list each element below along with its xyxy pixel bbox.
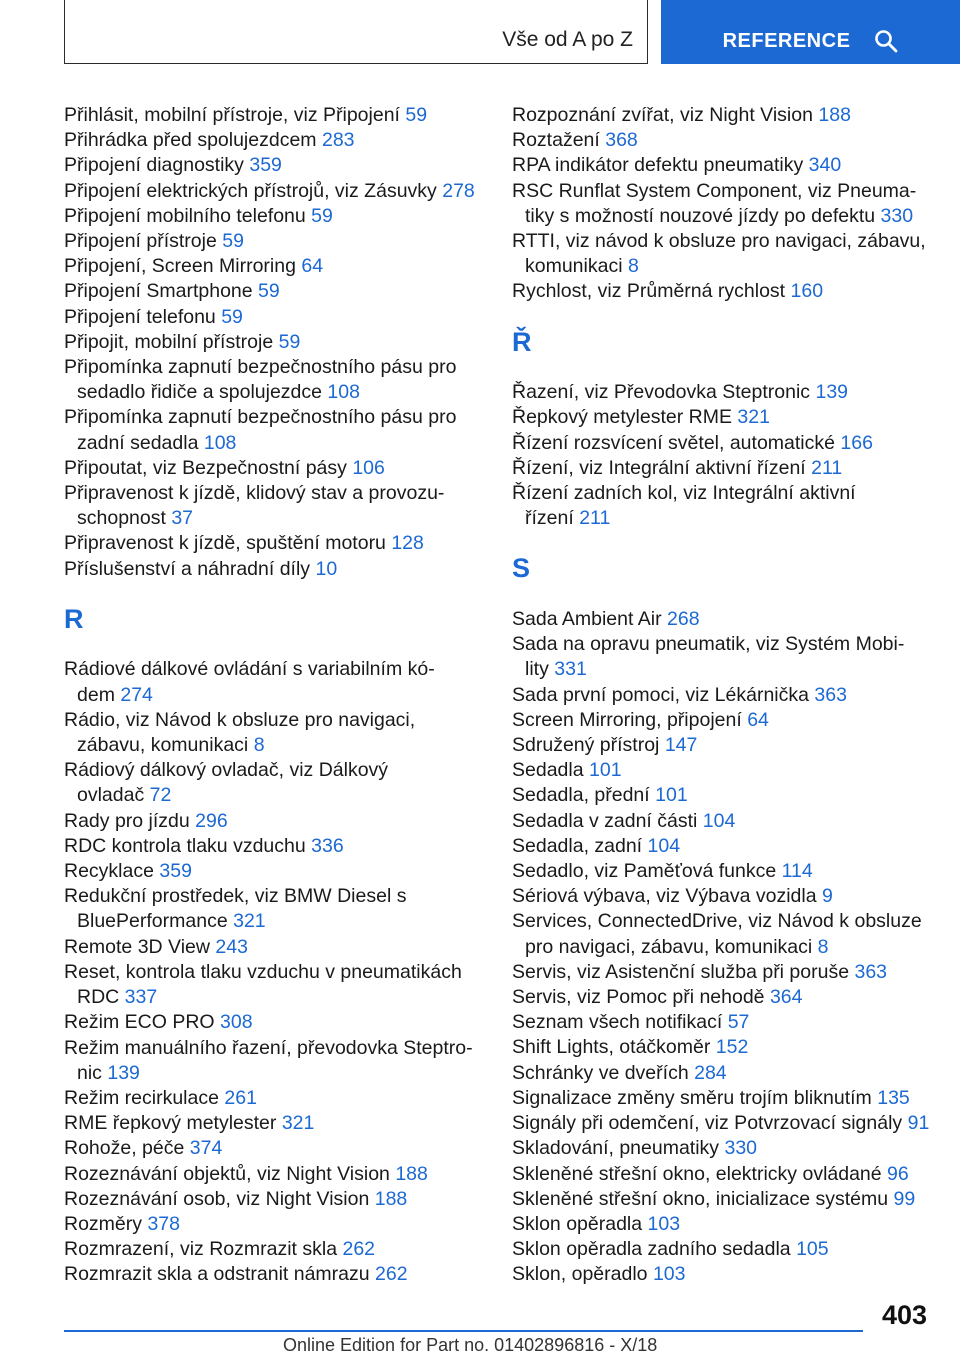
index-entry-text: Rozeznávání objektů, viz Night Vision [64, 1162, 390, 1185]
page-reference-link[interactable]: 378 [147, 1212, 180, 1235]
page-reference-link[interactable]: 104 [702, 809, 736, 832]
index-entry-text: Řazení, viz Převodovka Steptronic [512, 381, 811, 404]
page-reference-link[interactable]: 128 [391, 532, 424, 555]
index-entry-text: Rozpoznání zvířat, viz Night Vision [512, 104, 813, 126]
index-entry-text: Recyklace [64, 860, 154, 883]
page-reference-link[interactable]: 296 [195, 809, 228, 832]
index-entry [64, 254, 480, 279]
page-reference-link[interactable]: 340 [808, 154, 842, 177]
page-reference-link[interactable]: 284 [694, 1061, 727, 1084]
index-entry-text: Sada první pomoci, viz Lékárnička [512, 683, 809, 706]
page-reference-link[interactable]: 268 [667, 608, 700, 631]
index-entry-text: Připojení, Screen Mirroring [64, 255, 296, 278]
index-entry-text: Připojení mobilního telefonu [64, 204, 306, 227]
page-reference-link[interactable]: 59 [221, 305, 243, 328]
index-entry-text: Připoutat, viz Bezpečnostní pásy [64, 456, 347, 479]
index-entry [512, 1010, 932, 1035]
index-entry [64, 204, 480, 229]
page-reference-link[interactable]: 274 [120, 683, 153, 706]
index-entry [512, 960, 932, 985]
index-entry-text: RTTI, viz návod k obsluze pro navigaci, zábavu, komunikaci [512, 230, 926, 278]
index-entry-text: Příslušenství a náhradní díly [64, 557, 311, 580]
page-reference-link[interactable]: 59 [311, 204, 333, 227]
index-entry-text: Servis, viz Pomoc při nehodě [512, 986, 765, 1009]
index-entry [64, 305, 480, 330]
index-entry [64, 1187, 480, 1212]
index-entry [64, 1212, 480, 1237]
index-entry [64, 708, 480, 758]
index-entry [512, 683, 932, 708]
index-entry [512, 1061, 932, 1086]
index-entry-text: Rozmrazit skla a odstranit námrazu [64, 1263, 370, 1286]
page-reference-link[interactable]: 336 [311, 834, 344, 857]
index-entry-text: Sedadla, zadní [512, 834, 643, 857]
index-entry [512, 229, 932, 279]
index-entry-text: Rádiový dálkový ovladač, viz Dálkový ovladač [64, 759, 389, 807]
index-entry-text: Sedadla, přední [512, 784, 650, 807]
page-reference-link[interactable]: 59 [258, 280, 280, 303]
index-entry-text: Seznam všech notifikací [512, 1011, 723, 1034]
index-entry [512, 431, 932, 456]
index-entry [512, 380, 932, 405]
page-reference-link[interactable]: 59 [278, 330, 301, 353]
index-entry-text: Signalizace změny směru trojím bliknutím [512, 1086, 872, 1109]
index-entry [512, 733, 932, 758]
page-reference-link[interactable]: 321 [737, 406, 770, 429]
index-entry [64, 355, 480, 405]
page-reference-link[interactable]: 321 [281, 1112, 315, 1135]
index-entry-text: Rozměry [64, 1212, 143, 1235]
index-entry-text: Rádiové dálkové ovládání s variabilním kódem [64, 658, 435, 706]
index-entry-text: Sklon, opěradlo [512, 1263, 648, 1286]
page-reference-link[interactable]: 321 [233, 910, 266, 933]
index-entry-text: Sdružený přístroj [512, 734, 660, 757]
page-reference-link[interactable]: 166 [840, 431, 873, 454]
index-entry-text: Sedadla v zadní části [512, 809, 698, 832]
page-reference-link[interactable]: 211 [811, 456, 843, 479]
page-reference-link[interactable]: 64 [747, 708, 769, 731]
index-entry [64, 1162, 480, 1187]
index-entry [512, 279, 932, 304]
page-reference-link[interactable]: 37 [171, 507, 194, 530]
index-entry-text: Rozmrazení, viz Rozmrazit skla [64, 1238, 338, 1261]
index-entry-text: RPA indikátor defektu pneumatiky [512, 154, 804, 177]
index-entry-text: Připojení Smartphone [64, 280, 253, 303]
index-entry-text: Sériová výbava, viz Výbava vozidla [512, 885, 817, 908]
page-reference-link[interactable]: 99 [893, 1187, 916, 1210]
page-reference-link[interactable]: 8 [627, 255, 639, 278]
index-entry [64, 1237, 480, 1262]
index-entry [512, 632, 932, 682]
index-entry [512, 909, 932, 959]
edition-footer: Online Edition for Part no. 01402896816 - X/18 [283, 1335, 658, 1355]
index-entry-text: Skleněné střešní okno, elektricky ovládané [512, 1162, 882, 1185]
page-reference-link[interactable]: 243 [215, 935, 248, 958]
index-entry-text: Sada Ambient Air [512, 608, 662, 631]
index-entry-text: Připojení přístroje [64, 230, 217, 253]
page-reference-link[interactable]: 139 [815, 381, 849, 404]
index-entry [512, 1111, 932, 1136]
page-reference-link[interactable]: 330 [880, 204, 914, 227]
index-entry-text: Rohože, péče [64, 1137, 185, 1160]
page-reference-link[interactable]: 59 [222, 230, 244, 253]
index-entry [64, 657, 480, 707]
page-reference-link[interactable]: 363 [854, 960, 888, 983]
index-entry-text: Režim ECO PRO [64, 1011, 215, 1034]
index-entry-text: Připojení diagnostiky [64, 154, 244, 177]
page-reference-link[interactable]: 283 [321, 129, 355, 152]
index-entry [64, 103, 480, 128]
index-entry [64, 960, 480, 1010]
index-entry-text: Remote 3D View [64, 935, 210, 958]
index-entry [64, 1010, 480, 1035]
index-entry-text: Připojení telefonu [64, 305, 216, 328]
page-reference-link[interactable]: 152 [715, 1036, 749, 1059]
page-reference-link[interactable]: 8 [817, 935, 829, 958]
index-entry-text: Signály při odemčení, viz Potvrzovací signály [512, 1112, 903, 1135]
index-entry-text: Redukční prostředek, viz BMW Diesel s BluePerformance [64, 885, 407, 933]
index-entry-text: Řepkový metylester RME [512, 406, 732, 429]
index-entry-text: Rady pro jízdu [64, 809, 190, 832]
page-reference-link[interactable]: 10 [315, 557, 338, 580]
index-entry [512, 1136, 932, 1161]
index-entry [64, 834, 480, 859]
index-entry-text: Připojit, mobilní přístroje [64, 330, 274, 353]
index-entry [512, 153, 932, 178]
page-reference-link[interactable]: 363 [814, 683, 847, 706]
index-entry-text: Roztažení [512, 129, 600, 152]
index-entry [64, 405, 480, 455]
index-entry [512, 1162, 932, 1187]
index-entry [64, 859, 480, 884]
index-entry [512, 179, 932, 229]
index-entry [512, 985, 932, 1010]
index-entry-text: Přihlásit, mobilní přístroje, viz Připojení [64, 104, 400, 126]
index-entry [64, 456, 480, 481]
page-reference-link[interactable]: 96 [887, 1162, 909, 1185]
index-entry [64, 809, 480, 834]
index-entry [512, 103, 932, 128]
index-entry [64, 1036, 480, 1086]
page-reference-link[interactable]: 72 [149, 784, 172, 807]
page-reference-link[interactable]: 331 [554, 658, 587, 681]
page-reference-link[interactable]: 105 [796, 1238, 829, 1261]
page-number: 403 [881, 1300, 927, 1330]
page-reference-link[interactable]: 8 [253, 734, 265, 757]
reference-tab[interactable] [661, 0, 960, 64]
page-reference-link[interactable]: 278 [442, 179, 475, 202]
index-entry [64, 758, 480, 808]
page-reference-link[interactable]: 359 [159, 860, 192, 883]
page-reference-link[interactable]: 160 [790, 280, 824, 303]
index-entry-text: Řízení, viz Integrální aktivní řízení [512, 456, 806, 479]
page-reference-link[interactable]: 262 [375, 1263, 408, 1286]
index-entry-text: RSC Runflat System Component, viz Pneumatiky s možností nouzové jízdy po defektu [512, 179, 917, 227]
index-entry [64, 531, 480, 556]
index-entry-text: Rádio, viz Návod k obsluze pro navigaci, zábavu, komunikaci [64, 708, 416, 757]
index-entry-text: Řízení zadních kol, viz Integrální aktivní řízení [512, 482, 856, 530]
index-entry-text: Připravenost k jízdě, klidový stav a provozuschopnost [64, 482, 445, 530]
index-entry-text: Připojení elektrických přístrojů, viz Zásuvky [64, 179, 437, 202]
index-entry [64, 128, 480, 153]
page-reference-link[interactable]: 368 [605, 129, 638, 152]
index-entry [512, 1262, 932, 1287]
reference-tab-label: REFERENCE [722, 29, 851, 52]
index-entry-text: Sedadla [512, 759, 584, 782]
index-entry [64, 1262, 480, 1287]
index-entry-text: Připomínka zapnutí bezpečnostního pásu pro sedadlo řidiče a spolujezdce [64, 356, 457, 404]
index-entry-text: Schránky ve dveřích [512, 1061, 689, 1084]
page-reference-link[interactable]: 59 [405, 104, 428, 126]
index-entry-text: Screen Mirroring, připojení [512, 708, 742, 731]
index-entry-text: Sedadlo, viz Paměťová funkce [512, 860, 777, 883]
index-entry-text: Skleněné střešní okno, inicializace systému [512, 1187, 889, 1210]
page-reference-link[interactable]: 108 [327, 381, 360, 404]
page-reference-link[interactable]: 359 [249, 154, 282, 177]
index-entry [512, 481, 932, 531]
index-entry-text: Shift Lights, otáčkoměr [512, 1036, 711, 1059]
page-reference-link[interactable]: 114 [781, 860, 813, 883]
index-entry [512, 758, 932, 783]
index-letter-heading: S [512, 553, 531, 584]
index-entry-text: Sklon opěradla zadního sedadla [512, 1238, 791, 1261]
index-entry [512, 1212, 932, 1237]
page-reference-link[interactable]: 103 [652, 1263, 686, 1286]
index-entry [512, 1187, 932, 1212]
index-entry [64, 179, 480, 204]
page-reference-link[interactable]: 103 [647, 1212, 681, 1235]
index-entry-text: Sada na opravu pneumatik, viz Systém Mobility [512, 633, 905, 681]
index-entry-text: Servis, viz Asistenční služba při poruše [512, 960, 850, 983]
search-icon [874, 29, 898, 53]
index-entry-text: Sklon opěradla [512, 1212, 643, 1235]
index-entry [64, 884, 480, 934]
index-entry [512, 1086, 932, 1111]
page-reference-link[interactable]: 188 [374, 1187, 408, 1210]
page-reference-link[interactable]: 188 [818, 104, 851, 126]
header-section-box [64, 0, 648, 64]
page-reference-link[interactable]: 64 [301, 255, 324, 278]
page-reference-link[interactable]: 261 [224, 1086, 257, 1109]
page-reference-link[interactable]: 188 [395, 1162, 428, 1185]
page-reference-link[interactable]: 262 [342, 1238, 376, 1261]
index-entry-text: Skladování, pneumatiky [512, 1137, 720, 1160]
page-reference-link[interactable]: 135 [877, 1086, 910, 1109]
index-entry [64, 1111, 480, 1136]
index-entry [64, 557, 480, 582]
page-reference-link[interactable]: 308 [220, 1011, 253, 1034]
index-column-right [512, 103, 932, 1288]
index-entry-text: Reset, kontrola tlaku vzduchu v pneumatikách RDC [64, 960, 462, 1009]
index-entry [64, 481, 480, 531]
page-reference-link[interactable]: 101 [589, 759, 622, 782]
index-column-left [64, 103, 480, 1288]
index-entry-text: Připravenost k jízdě, spuštění motoru [64, 532, 386, 555]
index-entry [512, 859, 932, 884]
page-reference-link[interactable]: 108 [203, 431, 237, 454]
footer-divider [64, 1330, 863, 1332]
index-entry [64, 1086, 480, 1111]
index-letter-heading: Ř [512, 326, 532, 357]
page-reference-link[interactable]: 106 [352, 456, 385, 479]
index-entry-text: RME řepkový metylester [64, 1112, 277, 1135]
page-reference-link[interactable]: 57 [727, 1011, 750, 1034]
page-reference-link[interactable]: 364 [769, 986, 803, 1009]
index-entry [512, 708, 932, 733]
index-entry [512, 607, 932, 632]
index-letter-heading: R [64, 603, 84, 634]
index-entry [64, 279, 480, 304]
index-entry-text: Režim recirkulace [64, 1086, 219, 1109]
page-reference-link[interactable]: 101 [655, 784, 688, 807]
index-entry [64, 229, 480, 254]
page-reference-link[interactable]: 337 [124, 986, 158, 1009]
index-entry [512, 884, 932, 909]
index-entry-text: Rozeznávání osob, viz Night Vision [64, 1187, 370, 1210]
page-reference-link[interactable]: 9 [822, 885, 833, 908]
index-entry [512, 809, 932, 834]
page-reference-link[interactable]: 139 [107, 1061, 140, 1084]
index-entry-text: Rychlost, viz Průměrná rychlost [512, 280, 786, 303]
page-reference-link[interactable]: 147 [664, 734, 698, 757]
index-entry [512, 456, 932, 481]
index-entry-text: RDC kontrola tlaku vzduchu [64, 834, 306, 857]
index-entry [64, 935, 480, 960]
page-reference-link[interactable]: 374 [189, 1137, 223, 1160]
index-entry-text: Services, ConnectedDrive, viz Návod k obsluze pro navigaci, zábavu, komunikaci [512, 910, 922, 958]
index-entry [512, 1237, 932, 1262]
index-entry [512, 405, 932, 430]
index-entry-text: Řízení rozsvícení světel, automatické [512, 431, 835, 454]
index-entry [64, 153, 480, 178]
index-entry [512, 1035, 932, 1060]
index-entry [64, 330, 480, 355]
index-entry [512, 834, 932, 859]
index-entry-text: Přihrádka před spolujezdcem [64, 129, 317, 152]
page-reference-link[interactable]: 330 [724, 1137, 758, 1160]
page-reference-link[interactable]: 104 [647, 834, 681, 857]
section-title: Vše od A po Z [502, 28, 633, 51]
index-entry [64, 1136, 480, 1161]
page-reference-link[interactable]: 91 [907, 1112, 930, 1135]
index-entry [512, 783, 932, 808]
index-entry-text: Připomínka zapnutí bezpečnostního pásu pro zadní sedadla [64, 406, 457, 454]
index-entry [512, 128, 932, 153]
index-entry-text: Režim manuálního řazení, převodovka Steptronic [64, 1036, 473, 1084]
page-reference-link[interactable]: 211 [579, 507, 611, 530]
